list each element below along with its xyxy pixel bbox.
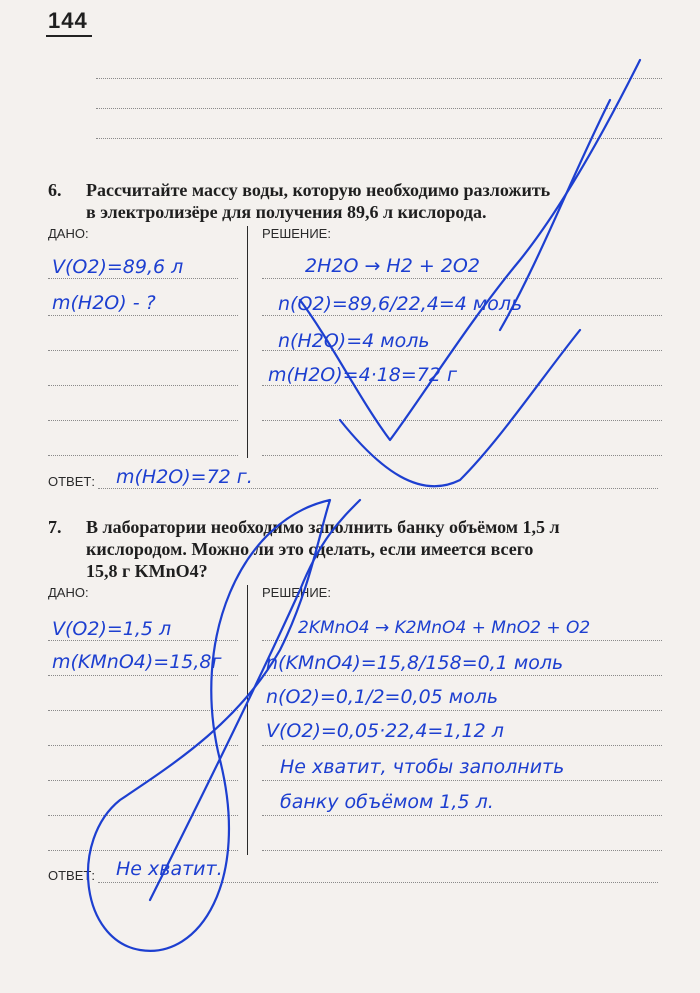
task7-solution-line: 2KMnO4 → K2MnO4 + MnO2 + O2: [298, 618, 591, 638]
task6-text-line2: в электролизёре для получения 89,6 л кислорода.: [86, 202, 487, 222]
task6-text-line1: Рассчитайте массу воды, которую необходимо разложить: [86, 180, 551, 200]
task7-text-line3: 15,8 г KMnO4?: [86, 561, 208, 581]
task7-text-line2: кислородом. Можно ли это сделать, если имеется всего: [86, 539, 534, 559]
task7-solution-line: V(O2)=0,05·22,4=1,12 л: [266, 720, 504, 742]
task7-given-label: ДАНО:: [48, 585, 89, 600]
task7-number: 7.: [48, 517, 62, 537]
task6-number: 6.: [48, 180, 62, 200]
task6-solution-line: m(H2O)=4·18=72 г: [268, 364, 458, 386]
task7-answer-label: ОТВЕТ:: [48, 868, 95, 883]
task6-answer-label: ОТВЕТ:: [48, 474, 95, 489]
task6-given-line: m(H2O) - ?: [52, 292, 156, 314]
task6-solution-line: n(O2)=89,6/22,4=4 моль: [278, 293, 523, 315]
task6-solution-line: n(H2O)=4 моль: [278, 330, 430, 352]
check-mark-task7: [150, 500, 360, 900]
task7-given-line: V(O2)=1,5 л: [52, 618, 172, 640]
check-mark-task6-loop: [500, 100, 610, 330]
task7-given-line: m(KMnO4)=15,8г: [52, 651, 222, 673]
task7-solution-line: банку объёмом 1,5 л.: [280, 791, 494, 813]
task7-text-line1: В лаборатории необходимо заполнить банку объёмом 1,5 л: [86, 517, 560, 537]
task6-given-label: ДАНО:: [48, 226, 89, 241]
task6-answer: m(H2O)=72 г.: [116, 466, 253, 488]
task6-solution-line: 2H2O → H2 + 2O2: [305, 255, 480, 277]
check-mark-task6-stroke: [340, 330, 580, 486]
circle-scribble-task7: [88, 500, 330, 951]
page-number: 144: [48, 8, 88, 33]
task6-given-line: V(O2)=89,6 л: [52, 256, 184, 278]
check-mark-task6: [300, 60, 640, 440]
task6-solution-label: РЕШЕНИЕ:: [262, 226, 331, 241]
task7-solution-line: n(KMnO4)=15,8/158=0,1 моль: [266, 652, 564, 674]
task7-solution-line: n(O2)=0,1/2=0,05 моль: [266, 686, 499, 708]
task7-answer: Не хватит.: [116, 858, 223, 880]
task7-solution-line: Не хватит, чтобы заполнить: [280, 756, 565, 778]
task7-solution-label: РЕШЕНИЕ:: [262, 585, 331, 600]
